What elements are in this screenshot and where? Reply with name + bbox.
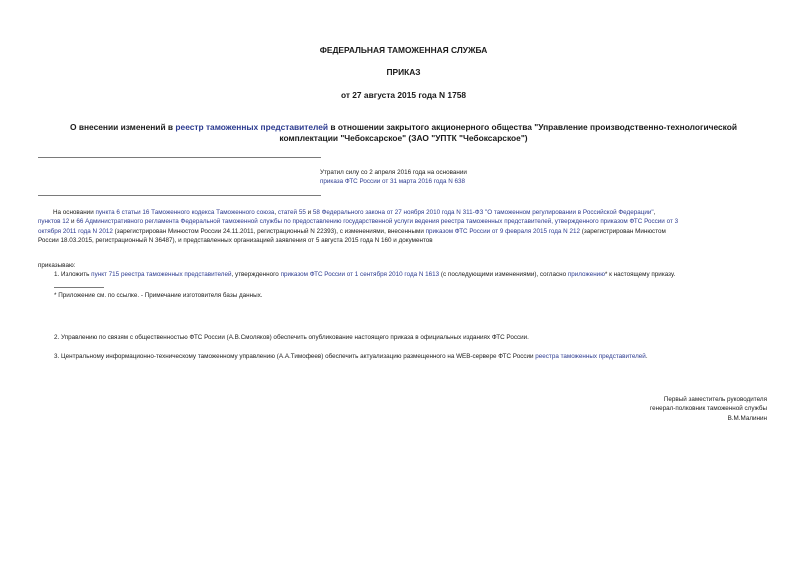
item-text: * к настоящему приказу. bbox=[604, 271, 676, 278]
item-text: (с последующими изменениями), согласно bbox=[439, 271, 568, 278]
order-word: приказываю: bbox=[38, 262, 76, 269]
signature-block bbox=[650, 395, 767, 423]
preamble-text: На основании bbox=[53, 209, 96, 216]
footnote-divider bbox=[54, 287, 104, 288]
signature-position: Первый заместитель руководителя bbox=[663, 396, 767, 403]
order-212-link[interactable]: приказом ФТС России от 9 февраля 2015 года N 212 bbox=[425, 227, 580, 235]
signature-name: В.М.Малинин bbox=[727, 414, 767, 422]
title-prefix: О внесении изменений в bbox=[69, 122, 176, 132]
preamble-line-3 bbox=[38, 227, 778, 236]
status-note-line-1: Утратил силу со 2 апреля 2016 года на основании bbox=[320, 169, 467, 176]
preamble-text: и bbox=[69, 218, 77, 226]
document-type: ПРИКАЗ bbox=[386, 67, 421, 77]
order-2012-link[interactable]: октября 2011 года N 2012 bbox=[38, 227, 113, 235]
signature-rank: генерал-полковник таможенной службы bbox=[649, 405, 767, 413]
divider-top bbox=[38, 157, 321, 158]
status-note-order-link[interactable]: приказа ФТС России от 31 марта 2016 года N 638 bbox=[320, 178, 465, 186]
order-1613-link[interactable]: приказом ФТС России от 1 сентября 2010 года N 1613 bbox=[280, 271, 440, 278]
document-title bbox=[0, 122, 807, 144]
points-12-link[interactable]: пунктов 12 bbox=[38, 218, 70, 226]
order-item-3 bbox=[54, 352, 648, 361]
appendix-link[interactable]: приложению bbox=[567, 271, 605, 278]
item-text: , утвержденного bbox=[231, 271, 281, 278]
footnote: * Приложение см. по ссылке. - Примечание изготовителя базы данных. bbox=[54, 292, 263, 299]
item-text: 3. Центральному информационно-техническому таможенному управлению (А.А.Тимофеев) обеспечить актуализацию размещенного на WEB-сервере ФТС России bbox=[54, 353, 536, 360]
document-date-number: от 27 августа 2015 года N 1758 bbox=[340, 90, 467, 100]
order-item-1 bbox=[54, 270, 675, 279]
preamble-line-2 bbox=[38, 217, 778, 226]
registry-link[interactable]: реестра таможенных представителей bbox=[120, 271, 232, 278]
admin-regulation-link[interactable]: 66 Административного регламента Федеральной таможенной службы по предоставлению государственной услуги ведения реестра таможенных представителей, утвержденного приказом ФТС России от 3 bbox=[76, 218, 679, 226]
title-line-1 bbox=[0, 122, 807, 133]
preamble-text: (зарегистрирован Минюстом bbox=[579, 227, 666, 235]
divider-bottom bbox=[38, 195, 321, 196]
item-text: 1. Изложить bbox=[54, 271, 92, 278]
title-line-2: комплектации "Чебоксарское" (ЗАО "УПТК "Чебоксарское") bbox=[279, 133, 528, 143]
preamble bbox=[38, 208, 778, 246]
preamble-text: , bbox=[653, 209, 656, 216]
federal-law-link[interactable]: 58 Федерального закона от 27 ноября 2010 года N 311-ФЗ "О таможенном регулировании в Российской Федерации" bbox=[312, 209, 654, 216]
article-55-link[interactable]: статей 55 bbox=[277, 209, 306, 216]
preamble-text: (зарегистрирован Минюстом России 24.11.2011, регистрационный N 22393), с изменениями, внесенными bbox=[112, 227, 426, 235]
title-registry-link[interactable]: реестр таможенных представителей bbox=[175, 122, 329, 132]
preamble-text: и bbox=[305, 209, 313, 216]
order-item-2: 2. Управлению по связям с общественностью ФТС России (А.В.Смоляков) обеспечить опубликование настоящего приказа в официальных изданиях ФТС России. bbox=[54, 334, 529, 341]
preamble-line-1 bbox=[38, 208, 778, 217]
status-note bbox=[320, 168, 467, 187]
point-715-link[interactable]: пункт 715 bbox=[91, 271, 120, 278]
title-suffix: в отношении закрытого акционерного общества "Управление производственно-технологической bbox=[328, 122, 738, 132]
preamble-text: , bbox=[274, 209, 278, 216]
agency-name: ФЕДЕРАЛЬНАЯ ТАМОЖЕННАЯ СЛУЖБА bbox=[319, 45, 488, 55]
registry-link-2[interactable]: реестра таможенных представителей bbox=[535, 353, 646, 360]
preamble-line-4: России 18.03.2015, регистрационный N 36487), и представленных организацией заявления от 5 августа 2015 года N 160 и документов bbox=[38, 237, 433, 245]
item-text: . bbox=[645, 353, 648, 360]
customs-code-link[interactable]: пункта 6 статьи 16 Таможенного кодекса Таможенного союза bbox=[95, 209, 275, 216]
